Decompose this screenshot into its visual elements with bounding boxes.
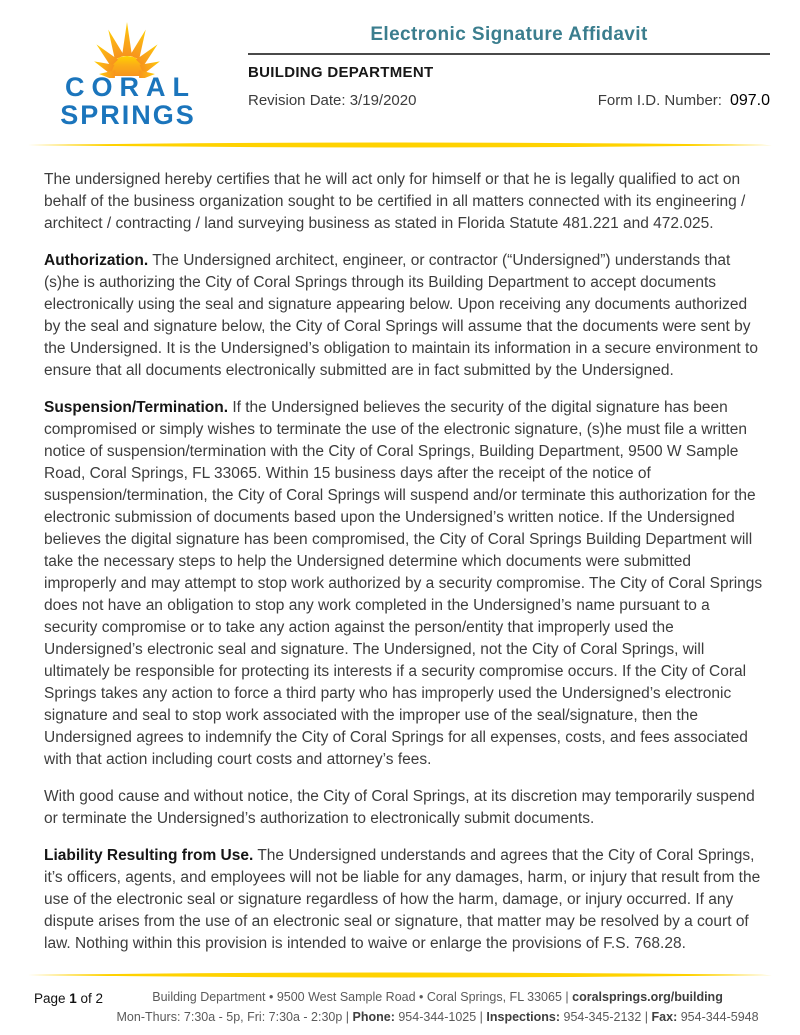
footer-divider [0, 971, 800, 979]
paragraph-suspension-termination [44, 397, 764, 771]
yellow-swoosh-bottom [28, 971, 772, 979]
paragraph-lead: Suspension/Termination. [44, 399, 229, 417]
form-id-value: 097.0 [729, 92, 770, 109]
page-number-prefix: Page [34, 991, 70, 1007]
footer-row [0, 986, 800, 1027]
footer-phone-value: 954-344-1025 | [394, 1009, 487, 1024]
page-number-current: 1 [69, 991, 77, 1007]
logo-text-springs: SPRINGS [60, 100, 196, 130]
paragraph-text: If the Undersigned believes the security of the digital signature has been compromised or simply wishes to terminate the use of the electronic signature, (s)he must file a written notice of suspension/termination with the City of Coral Springs, Building Department, 9500 W Sample Road, Coral Springs, FL 33065. Within 15 business days after the receipt of the notice of suspension/termination, the City of Coral Springs will suspend and/or terminate this authorization for the electronic submission of documents based upon the Undersigned’s written notice. If the Undersigned believes the digital signature has been compromised, the City of Coral Springs Building Department will take the necessary steps to help the Undersigned determine which documents were submitted improperly and may attempt to stop work authorized by a security compromise. The City of Coral Springs does not have an obligation to stop any work completed in the Undersigned’s name pursuant to a security compromise or to take any action against the person/entity that improperly used the Undersigned’s electronic seal and signature. The Undersigned, not the City of Coral Springs, will ultimately be responsible for protecting its interests if a security compromise occurs. If the City of Coral Springs takes any action to force a third party who has improperly used the Undersigned’s electronic signature and seal to stop work associated with the improper use of the seal/signature, then the Undersigned agrees to indemnify the City of Coral Springs for all expenses, costs, and fees associated with that action including court costs and attorney’s fees. [44, 399, 763, 769]
paragraph-certification [44, 169, 764, 235]
logo-text-coral: CORAL [65, 72, 196, 102]
footer-address-text: Building Department • 9500 West Sample Road • Coral Springs, FL 33065 | [152, 990, 573, 1005]
paragraph-text: The Undersigned understands and agrees that the City of Coral Springs, it’s officers, agents, and employees will not be liable for any damages, harm, or injury that result from the use of the electronic seal or signature regardless of how the harm, damage, or injury occurred. If any dispute arises from the use of an electronic seal or signature, that matter may be resolved by a court of law. Nothing within this provision is intended to waive or enlarge the provisions of F.S. 768.28. [44, 847, 761, 953]
title-divider [248, 53, 770, 55]
paragraph-text: The Undersigned architect, engineer, or contractor (“Undersigned”) understands that (s)he is authorizing the City of Coral Springs through its Building Department to accept documents electronically using the seal and signature appearing below. Upon receiving any documents authorized by the seal and signature below, the City of Coral Springs will assume that the documents were sent by the Undersigned. It is the Undersigned’s obligation to maintain its information in a secure environment to ensure that all documents electronically submitted are in fact submitted by the Undersigned. [44, 252, 758, 380]
paragraph-authorization [44, 250, 764, 382]
footer-phone-label: Phone: [352, 1009, 395, 1024]
header-meta-row [248, 92, 770, 110]
document-footer [0, 971, 800, 1027]
paragraph-text: The undersigned hereby certifies that he will act only for himself or that he is legally qualified to act on behalf of the business organization sought to be certified in all matters connected with its engineering / architect / contracting / land surveying business as stated in Florida Statute 481.221 and 472.025. [44, 171, 746, 233]
revision-date-value: 3/19/2020 [349, 92, 417, 109]
paragraph-lead: Liability Resulting from Use. [44, 847, 254, 865]
header-divider [0, 129, 800, 149]
revision-date-label: Revision Date: [248, 92, 346, 109]
form-id-label: Form I.D. Number: [597, 92, 722, 109]
header-right [248, 14, 770, 110]
document-header [0, 0, 800, 129]
paragraph-text: With good cause and without notice, the City of Coral Springs, at its discretion may temporarily suspend or terminate the Undersigned’s authorization to electronically submit documents. [44, 788, 755, 828]
form-id [598, 92, 770, 110]
footer-website-link[interactable]: coralsprings.org/building [572, 990, 723, 1005]
footer-inspections-label: Inspections: [486, 1009, 561, 1024]
paragraph-lead: Authorization. [44, 252, 149, 270]
revision-date [248, 92, 416, 109]
footer-fax-value: 954-344-5948 [677, 1009, 759, 1024]
footer-hours-text: Mon-Thurs: 7:30a - 5p, Fri: 7:30a - 2:30p | [116, 1009, 353, 1024]
coral-springs-logo [34, 14, 220, 129]
footer-fax-label: Fax: [651, 1009, 678, 1024]
paragraph-good-cause [44, 786, 764, 830]
footer-hours-line [103, 1008, 772, 1027]
page-number-suffix: of 2 [76, 991, 104, 1007]
yellow-swoosh-top [28, 141, 772, 149]
sun-icon [52, 14, 202, 78]
footer-address-line [103, 988, 772, 1007]
footer-inspections-value: 954-345-2132 | [560, 1009, 652, 1024]
department-name: BUILDING DEPARTMENT [248, 64, 434, 81]
page-number [34, 988, 103, 1006]
footer-contact-block [103, 988, 772, 1027]
paragraph-liability [44, 845, 764, 955]
document-body [0, 149, 800, 955]
page-title: Electronic Signature Affidavit [370, 24, 648, 45]
